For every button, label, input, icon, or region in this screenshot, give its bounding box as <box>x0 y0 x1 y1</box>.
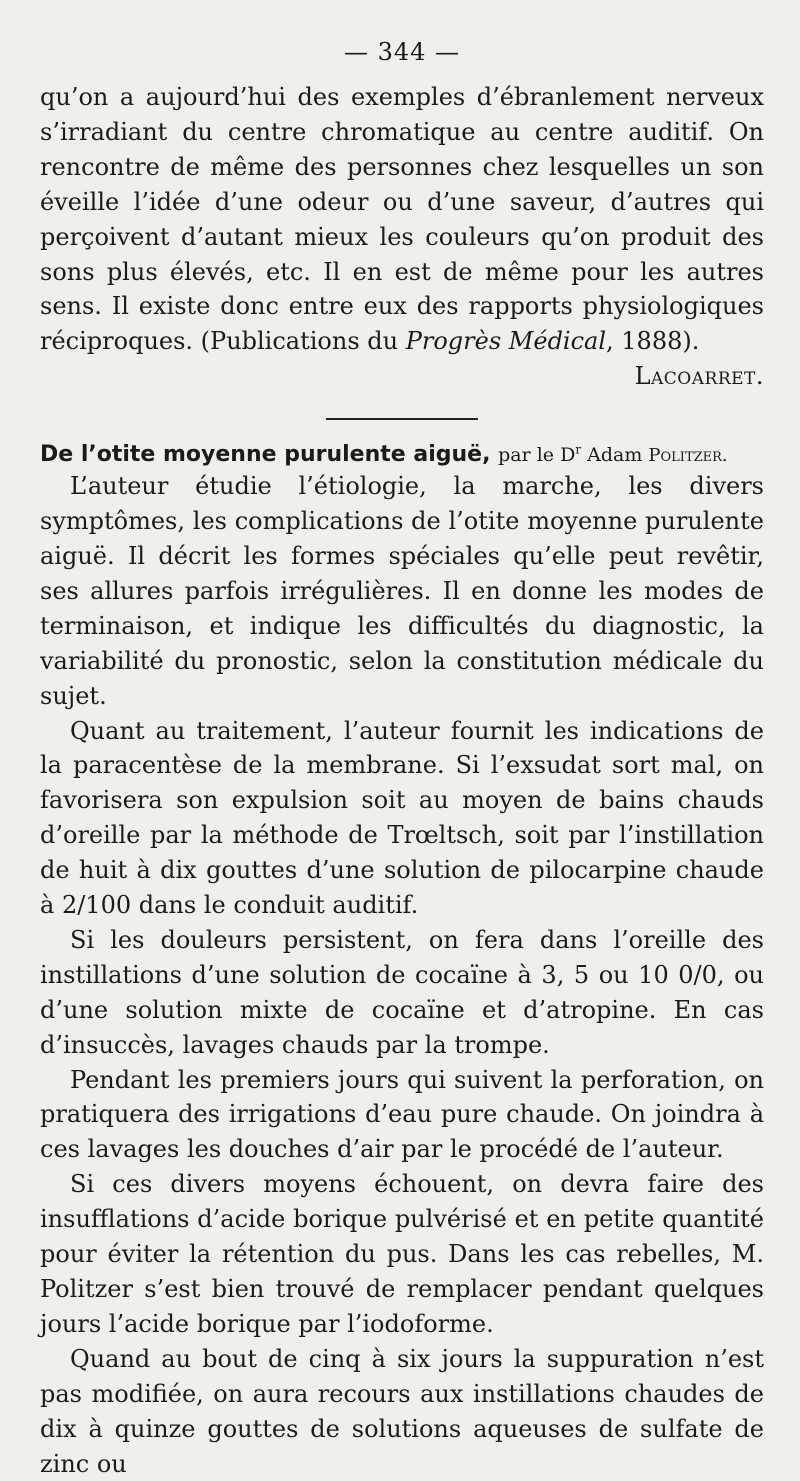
author-name: Politzer. <box>648 445 728 467</box>
paragraph: L’auteur étudie l’étiologie, la marche, les divers symptômes, les complications de l’otite moyenne purulente aiguë. Il décrit les formes spéciales qu’elle peut revêtir, ses allures parfois irrégulières. Il en donne les modes de terminaison, et indique les difficultés du diagnostic, la variabilité du pronostic, selon la constitution médicale du sujet. <box>40 472 764 710</box>
paragraph: Quant au traitement, l’auteur fournit les indications de la paracentèse de la membrane. Si l’exsudat sort mal, on favorisera son expulsion soit au moyen de bains chauds d’oreille par la méthode de Trœltsch, soit par l’instillation de huit à dix gouttes d’une solution de pilocarpine chaude à 2/100 dans le conduit auditif. <box>40 716 764 920</box>
byline-prefix: par le D <box>498 444 576 467</box>
paragraph: Si ces divers moyens échouent, on devra faire des insufflations d’acide borique pulvérisé et en petite quantité pour éviter la rétention du pus. Dans les cas rebelles, M. Politzer s’est bien trouvé de remplacer pendant quelques jours l’acide borique par l’iodoforme. <box>40 1170 764 1338</box>
journal-year: , 1888). <box>606 327 700 356</box>
article-title: De l’otite moyenne purulente aiguë, <box>40 442 491 468</box>
byline-superscript: r <box>575 442 582 457</box>
author-first-name: Adam <box>587 444 643 467</box>
page-number: — 344 — <box>343 38 461 66</box>
section-divider <box>326 418 478 420</box>
article-heading <box>40 442 764 467</box>
signature: Lacoarret. <box>634 362 764 391</box>
previous-article-ending <box>40 80 764 391</box>
article-byline <box>498 444 728 466</box>
previous-article-text: qu’on a aujourd’hui des exemples d’ébranlement nerveux s’irradiant du centre chromatique au centre auditif. On rencontre de même des personnes chez lesquelles un son éveille l’idée d’une odeur ou d’une saveur, d’autres qui perçoivent d’autant mieux les couleurs qu’on produit des sons plus élevés, etc. Il en est de même pour les autres sens. Il existe donc entre eux des rapports physiologiques réciproques. (Publications du <box>40 83 764 356</box>
paragraph: Si les douleurs persistent, on fera dans l’oreille des instillations d’une solution de cocaïne à 3, 5 ou 10 0/0, ou d’une solution mixte de cocaïne et d’atropine. En cas d’insuccès, lavages chauds par la trompe. <box>40 925 764 1059</box>
paragraph: Pendant les premiers jours qui suivent la perforation, on pratiquera des irrigations d’eau pure chaude. On joindra à ces lavages les douches d’air par le procédé de l’auteur. <box>40 1065 764 1164</box>
journal-title: Progrès Médical <box>405 327 607 356</box>
paragraph: Quand au bout de cinq à six jours la suppuration n’est pas modifiée, on aura recours aux instillations chaudes de dix à quinze gouttes de solutions aqueuses de sulfate de zinc ou <box>40 1344 764 1478</box>
